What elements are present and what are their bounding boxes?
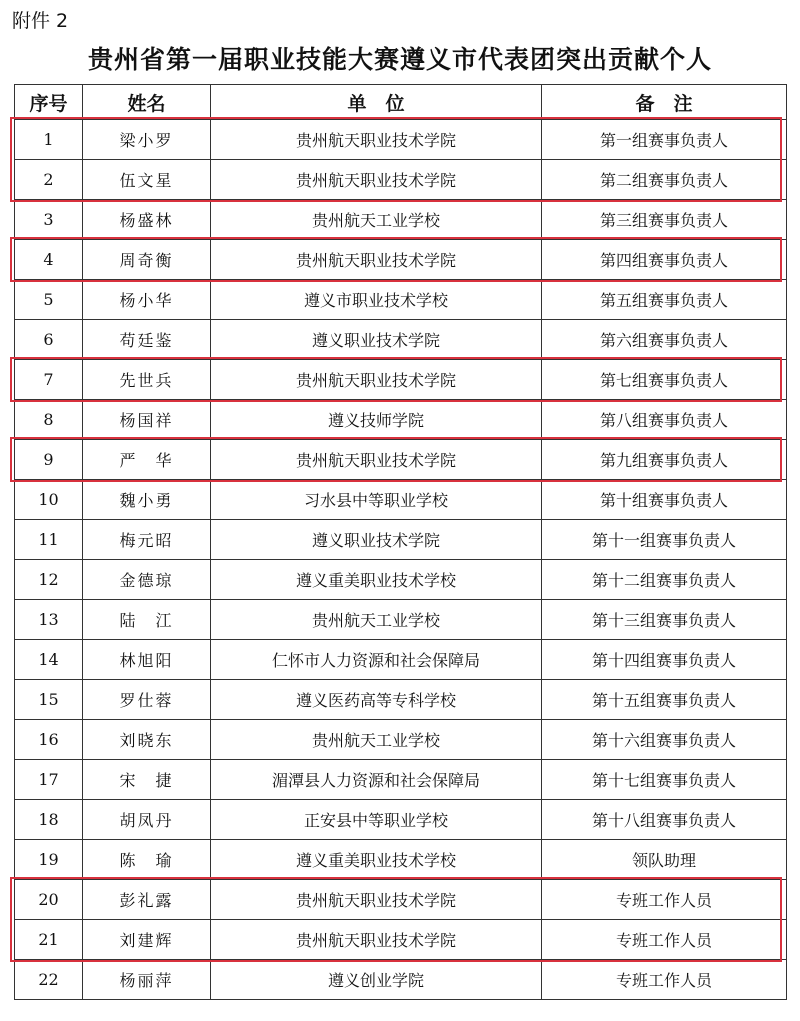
cell-number: 11 xyxy=(15,520,83,560)
contributors-table xyxy=(14,84,787,1000)
cell-note: 第十三组赛事负责人 xyxy=(542,600,787,640)
cell-name: 梁小罗 xyxy=(83,120,211,160)
cell-name: 罗仕蓉 xyxy=(83,680,211,720)
cell-note: 第二组赛事负责人 xyxy=(542,160,787,200)
table-row xyxy=(15,920,787,960)
cell-note: 第十二组赛事负责人 xyxy=(542,560,787,600)
cell-unit: 贵州航天职业技术学院 xyxy=(211,360,542,400)
cell-name: 金德琼 xyxy=(83,560,211,600)
table-row xyxy=(15,880,787,920)
cell-number: 4 xyxy=(15,240,83,280)
cell-unit: 遵义职业技术学院 xyxy=(211,520,542,560)
cell-name: 伍文星 xyxy=(83,160,211,200)
cell-number: 15 xyxy=(15,680,83,720)
cell-number: 5 xyxy=(15,280,83,320)
cell-unit: 贵州航天职业技术学院 xyxy=(211,440,542,480)
table-row xyxy=(15,600,787,640)
cell-name: 苟廷鉴 xyxy=(83,320,211,360)
table-row xyxy=(15,680,787,720)
cell-unit: 贵州航天职业技术学院 xyxy=(211,240,542,280)
document-title: 贵州省第一届职业技能大赛遵义市代表团突出贡献个人 xyxy=(87,45,712,74)
cell-name: 宋 捷 xyxy=(83,760,211,800)
table-row xyxy=(15,800,787,840)
table-row xyxy=(15,960,787,1000)
table-row xyxy=(15,480,787,520)
cell-name: 彭礼露 xyxy=(83,880,211,920)
table-row xyxy=(15,640,787,680)
cell-unit: 遵义市职业技术学校 xyxy=(211,280,542,320)
cell-unit: 贵州航天工业学校 xyxy=(211,600,542,640)
cell-unit: 贵州航天职业技术学院 xyxy=(211,160,542,200)
cell-number: 14 xyxy=(15,640,83,680)
cell-note: 第九组赛事负责人 xyxy=(542,440,787,480)
cell-name: 杨丽萍 xyxy=(83,960,211,1000)
cell-note: 第三组赛事负责人 xyxy=(542,200,787,240)
cell-note: 第一组赛事负责人 xyxy=(542,120,787,160)
cell-name: 周奇衡 xyxy=(83,240,211,280)
cell-unit: 遵义技师学院 xyxy=(211,400,542,440)
cell-note: 第十八组赛事负责人 xyxy=(542,800,787,840)
cell-number: 22 xyxy=(15,960,83,1000)
cell-name: 严 华 xyxy=(83,440,211,480)
attachment-label: 附件 2 xyxy=(12,10,69,32)
cell-unit: 贵州航天工业学校 xyxy=(211,200,542,240)
cell-number: 2 xyxy=(15,160,83,200)
cell-note: 第六组赛事负责人 xyxy=(542,320,787,360)
cell-number: 18 xyxy=(15,800,83,840)
cell-unit: 遵义医药高等专科学校 xyxy=(211,680,542,720)
cell-name: 先世兵 xyxy=(83,360,211,400)
cell-number: 13 xyxy=(15,600,83,640)
cell-note: 第十五组赛事负责人 xyxy=(542,680,787,720)
cell-note: 第十四组赛事负责人 xyxy=(542,640,787,680)
cell-number: 21 xyxy=(15,920,83,960)
cell-unit: 湄潭县人力资源和社会保障局 xyxy=(211,760,542,800)
cell-name: 陆 江 xyxy=(83,600,211,640)
cell-number: 17 xyxy=(15,760,83,800)
cell-note: 第十组赛事负责人 xyxy=(542,480,787,520)
cell-number: 8 xyxy=(15,400,83,440)
table-row xyxy=(15,120,787,160)
table-row xyxy=(15,520,787,560)
cell-number: 3 xyxy=(15,200,83,240)
cell-unit: 贵州航天职业技术学院 xyxy=(211,880,542,920)
cell-unit: 遵义创业学院 xyxy=(211,960,542,1000)
cell-note: 专班工作人员 xyxy=(542,920,787,960)
table-row xyxy=(15,840,787,880)
cell-note: 第十六组赛事负责人 xyxy=(542,720,787,760)
table-row xyxy=(15,360,787,400)
table-row xyxy=(15,160,787,200)
cell-number: 1 xyxy=(15,120,83,160)
cell-name: 刘建辉 xyxy=(83,920,211,960)
cell-unit: 遵义重美职业技术学校 xyxy=(211,840,542,880)
header-note: 备 注 xyxy=(542,85,787,120)
cell-unit: 习水县中等职业学校 xyxy=(211,480,542,520)
cell-name: 梅元昭 xyxy=(83,520,211,560)
cell-note: 第四组赛事负责人 xyxy=(542,240,787,280)
cell-note: 第七组赛事负责人 xyxy=(542,360,787,400)
cell-note: 领队助理 xyxy=(542,840,787,880)
cell-note: 专班工作人员 xyxy=(542,880,787,920)
cell-name: 林旭阳 xyxy=(83,640,211,680)
cell-unit: 仁怀市人力资源和社会保障局 xyxy=(211,640,542,680)
cell-number: 12 xyxy=(15,560,83,600)
cell-number: 16 xyxy=(15,720,83,760)
cell-unit: 遵义重美职业技术学校 xyxy=(211,560,542,600)
table-row xyxy=(15,400,787,440)
table-row xyxy=(15,720,787,760)
cell-note: 第十七组赛事负责人 xyxy=(542,760,787,800)
table-row xyxy=(15,440,787,480)
header-name: 姓名 xyxy=(83,85,211,120)
cell-number: 6 xyxy=(15,320,83,360)
cell-note: 专班工作人员 xyxy=(542,960,787,1000)
cell-number: 7 xyxy=(15,360,83,400)
cell-number: 9 xyxy=(15,440,83,480)
table-row xyxy=(15,200,787,240)
table-row xyxy=(15,240,787,280)
cell-unit: 贵州航天职业技术学院 xyxy=(211,120,542,160)
cell-name: 陈 瑜 xyxy=(83,840,211,880)
cell-name: 胡凤丹 xyxy=(83,800,211,840)
header-unit: 单 位 xyxy=(211,85,542,120)
cell-unit: 遵义职业技术学院 xyxy=(211,320,542,360)
table-row xyxy=(15,320,787,360)
cell-name: 杨国祥 xyxy=(83,400,211,440)
cell-number: 10 xyxy=(15,480,83,520)
cell-note: 第十一组赛事负责人 xyxy=(542,520,787,560)
cell-note: 第八组赛事负责人 xyxy=(542,400,787,440)
table-row xyxy=(15,760,787,800)
table-row xyxy=(15,560,787,600)
cell-name: 刘晓东 xyxy=(83,720,211,760)
cell-unit: 贵州航天职业技术学院 xyxy=(211,920,542,960)
header-row xyxy=(15,85,787,120)
cell-unit: 贵州航天工业学校 xyxy=(211,720,542,760)
cell-note: 第五组赛事负责人 xyxy=(542,280,787,320)
cell-name: 杨盛林 xyxy=(83,200,211,240)
cell-number: 20 xyxy=(15,880,83,920)
cell-name: 杨小华 xyxy=(83,280,211,320)
cell-number: 19 xyxy=(15,840,83,880)
table-row xyxy=(15,280,787,320)
header-number: 序号 xyxy=(15,85,83,120)
cell-name: 魏小勇 xyxy=(83,480,211,520)
cell-unit: 正安县中等职业学校 xyxy=(211,800,542,840)
